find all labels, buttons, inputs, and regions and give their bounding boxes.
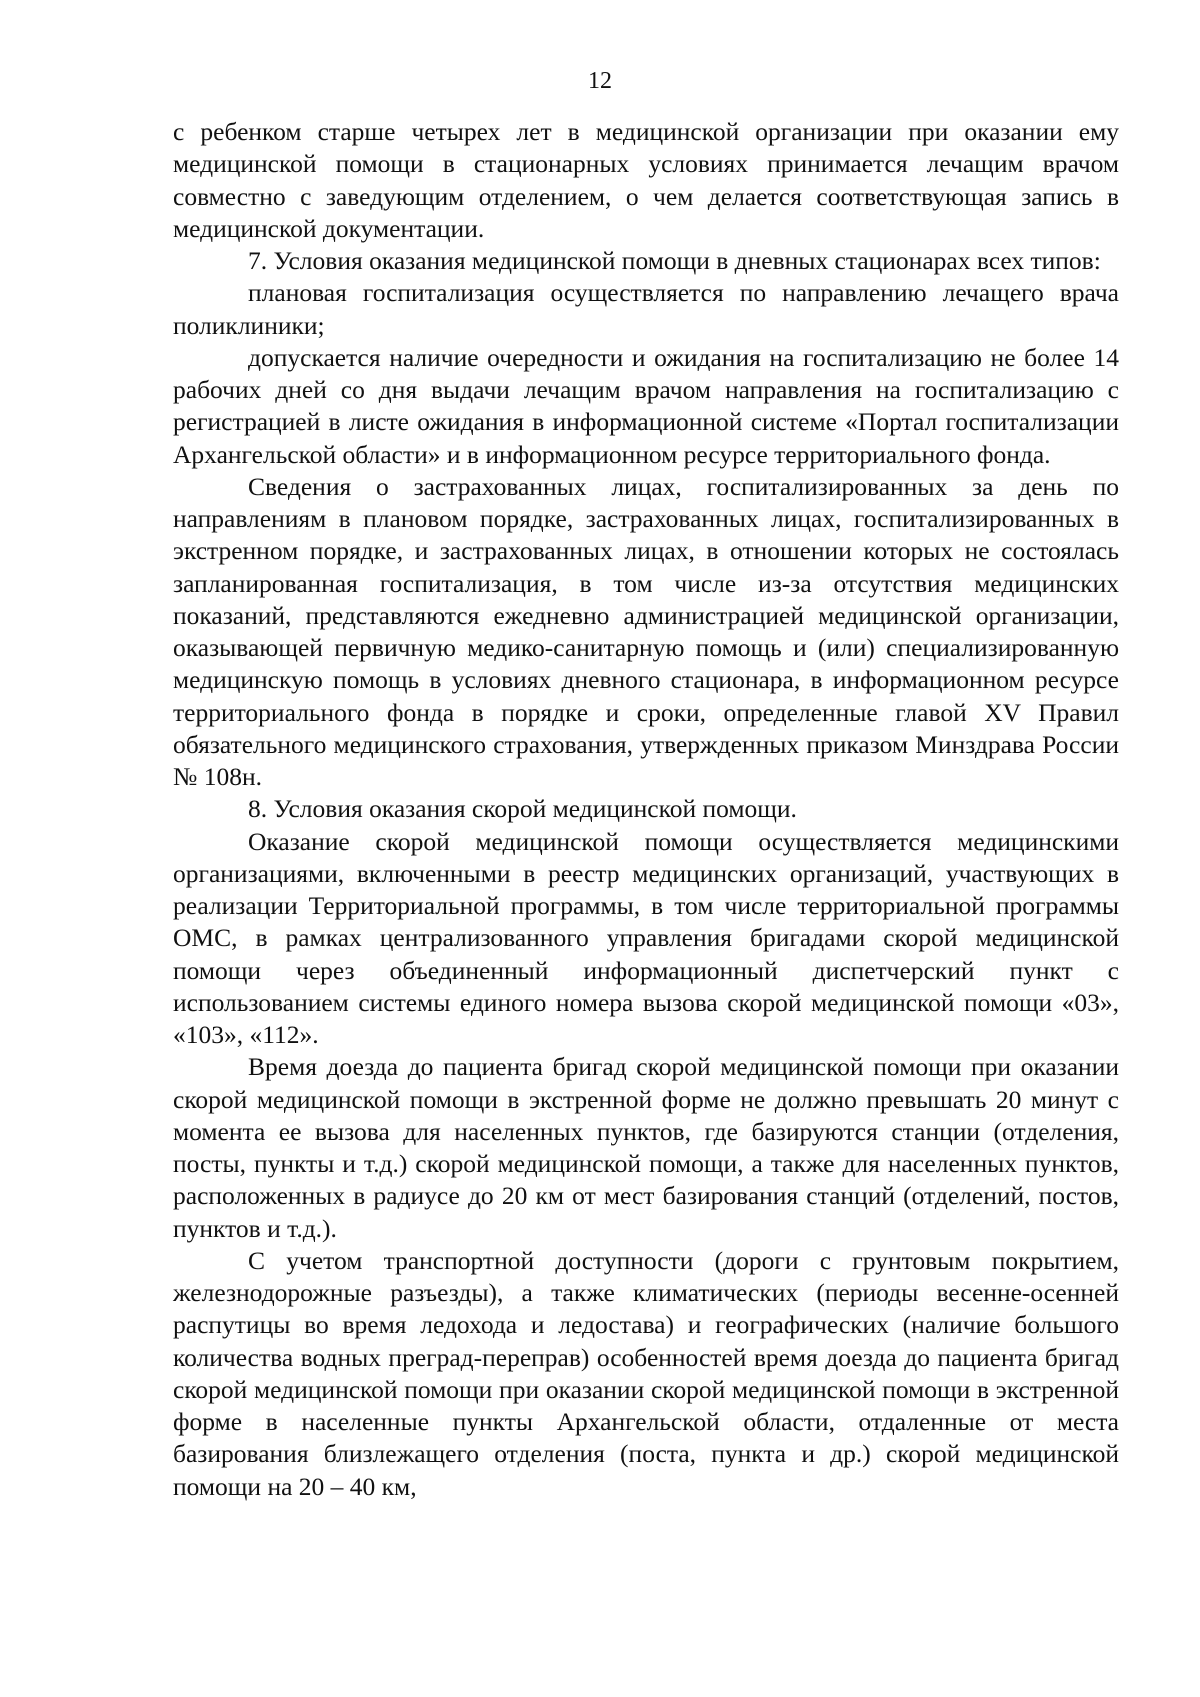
paragraph-1: с ребенком старше четырех лет в медицинской организации при оказании ему медицинской помощи в стационарных условиях принимается лечащим врачом совместно с заведующим отделением, о чем делается соответствующая запись в медицинской документации. (173, 117, 1119, 243)
paragraph-2: 7. Условия оказания медицинской помощи в дневных стационарах всех типов: (248, 246, 1101, 275)
paragraph-7: Оказание скорой медицинской помощи осуществляется медицинскими организациями, включенными в реестр медицинских организаций, участвующих в реализации Территориальной программы, в том числе территориальной программы ОМС, в рамках централизованного управления бригадами скорой медицинской помощи через объединенный информационный диспетчерский пункт с использованием системы единого номера вызова скорой медицинской помощи «03», «103», «112». (173, 826, 1119, 1049)
paragraph-6: 8. Условия оказания скорой медицинской помощи. (248, 794, 797, 824)
paragraph-3: плановая госпитализация осуществляется по направлению лечащего врача поликлиники; (173, 278, 1119, 340)
paragraph-5: Сведения о застрахованных лицах, госпитализированных за день по направлениям в плановом порядке, застрахованных лицах, госпитализированных в экстренном порядке, и застрахованных лицах, в отношении которых не состоялась запланированная госпитализация, в том числе из-за отсутствия медицинских показаний, представляются ежедневно администрацией медицинской организации, оказывающей первичную медико-санитарную помощь и (или) специализированную медицинскую помощь в условиях дневного стационара, в информационном ресурсе территориального фонда в порядке и сроки, определенные главой XV Правил обязательного медицинского страхования, утвержденных приказом Минздрава России № 108н. (173, 471, 1119, 791)
paragraph-9: С учетом транспортной доступности (дороги с грунтовым покрытием, железнодорожные разъезды), а также климатических (периоды весенне-осенней распутицы во время ледохода и ледостава) и географических (наличие большого количества водных преград-переправ) особенностей время доезда до пациента бригад скорой медицинской помощи при оказании скорой медицинской помощи в экстренной форме в населенные пункты Архангельской области, отдаленные от места базирования близлежащего отделения (поста, пункта и др.) скорой медицинской помощи на 20 – 40 км, (173, 1245, 1119, 1501)
paragraph-4: допускается наличие очередности и ожидания на госпитализацию не более 14 рабочих дней со дня выдачи лечащим врачом направления на госпитализацию с регистрацией в листе ожидания в информационной системе «Портал госпитализации Архангельской области» и в информационном ресурсе территориального фонда. (173, 342, 1119, 469)
paragraph-8: Время доезда до пациента бригад скорой медицинской помощи при оказании скорой медицинской помощи в экстренной форме не должно превышать 20 минут с момента ее вызова для населенных пунктов, где базируются станции (отделения, посты, пункты и т.д.) скорой медицинской помощи, а также для населенных пунктов, расположенных в радиусе до 20 км от мест базирования станций (отделений, постов, пунктов и т.д.). (173, 1052, 1119, 1243)
document-body (173, 116, 1119, 1503)
page-number: 12 (588, 68, 612, 94)
